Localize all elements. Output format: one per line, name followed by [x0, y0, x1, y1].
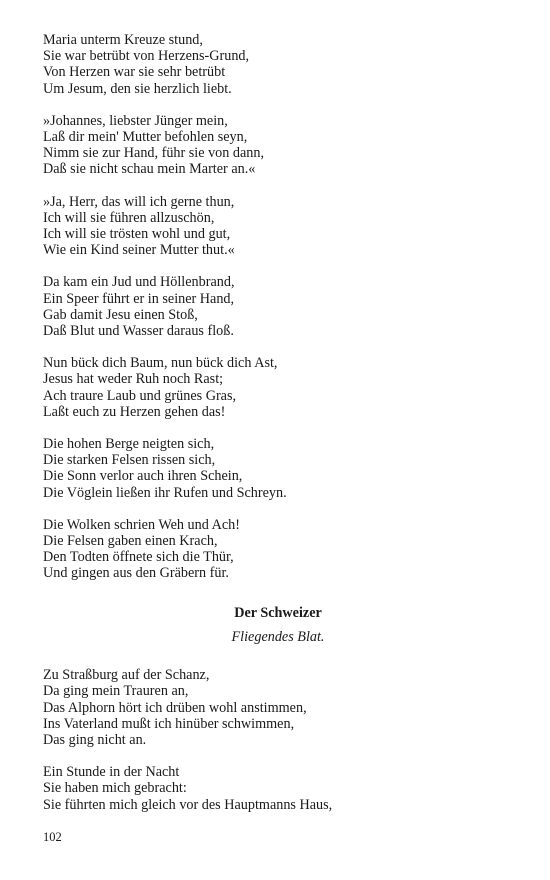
verse-line: Laß dir mein' Mutter befohlen seyn, — [43, 129, 248, 146]
verse-line: Und gingen aus den Gräbern für. — [43, 565, 229, 582]
verse-line: Da kam ein Jud und Höllenbrand, — [43, 274, 235, 291]
verse-line: Die starken Felsen rissen sich, — [43, 452, 216, 469]
verse-line: Daß Blut und Wasser daraus floß. — [43, 323, 234, 340]
stanza — [43, 194, 513, 259]
verse-line: Laßt euch zu Herzen gehen das! — [43, 403, 226, 420]
verse-line: Ach traure Laub und grünes Gras, — [43, 387, 237, 404]
page-number: 102 — [43, 830, 62, 844]
verse-line: Die Wolken schrien Weh und Ach! — [43, 516, 240, 533]
verse-line: Die Sonn verlor auch ihren Schein, — [43, 468, 243, 485]
verse-line: »Johannes, liebster Jünger mein, — [43, 112, 228, 129]
stanza — [43, 32, 513, 97]
stanza — [43, 355, 513, 420]
verse-line: Sie haben mich gebracht: — [43, 780, 187, 797]
verse-line: Die Felsen gaben einen Krach, — [43, 533, 218, 550]
verse-line: Nun bück dich Baum, nun bück dich Ast, — [43, 355, 278, 372]
verse-line: Die Vöglein ließen ihr Rufen und Schreyn. — [43, 484, 287, 501]
verse-line: Gab damit Jesu einen Stoß, — [43, 306, 198, 323]
stanza — [43, 517, 513, 582]
verse-line: Sie führten mich gleich vor des Hauptmanns Haus, — [43, 796, 333, 813]
verse-line: Das Alphorn hört ich drüben wohl anstimmen, — [43, 699, 307, 716]
verse-line: Ein Stunde in der Nacht — [43, 764, 180, 781]
stanza — [43, 667, 513, 748]
poem-title: Der Schweizer — [234, 604, 322, 621]
verse-line: Ins Vaterland mußt ich hinüber schwimmen, — [43, 715, 295, 732]
verse-line: Wie ein Kind seiner Mutter thut.« — [43, 242, 235, 259]
stanza — [43, 274, 513, 339]
stanza — [43, 113, 513, 178]
verse-line: Maria unterm Kreuze stund, — [43, 32, 203, 48]
verse-line: »Ja, Herr, das will ich gerne thun, — [43, 193, 235, 210]
verse-line: Ein Speer führt er in seiner Hand, — [43, 290, 235, 307]
verse-line: Nimm sie zur Hand, führ sie von dann, — [43, 145, 265, 162]
verse-line: Um Jesum, den sie herzlich liebt. — [43, 80, 232, 97]
stanza — [43, 764, 513, 813]
verse-line: Sie war betrübt von Herzens-Grund, — [43, 48, 250, 65]
verse-line: Die hohen Berge neigten sich, — [43, 436, 215, 453]
verse-line: Da ging mein Trauren an, — [43, 683, 189, 700]
verse-line: Das ging nicht an. — [43, 731, 147, 748]
verse-line: Daß sie nicht schau mein Marter an.« — [43, 161, 256, 178]
verse-line: Von Herzen war sie sehr betrübt — [43, 64, 226, 81]
poem-source: Fliegendes Blat. — [231, 628, 325, 645]
stanza — [43, 436, 513, 501]
verse-line: Den Todten öffnete sich die Thür, — [43, 549, 234, 566]
verse-line: Ich will sie trösten wohl und gut, — [43, 226, 231, 243]
verse-line: Zu Straßburg auf der Schanz, — [43, 667, 210, 684]
verse-line: Jesus hat weder Ruh noch Rast; — [43, 371, 224, 388]
page-body — [43, 32, 513, 829]
verse-line: Ich will sie führen allzuschön, — [43, 209, 215, 226]
